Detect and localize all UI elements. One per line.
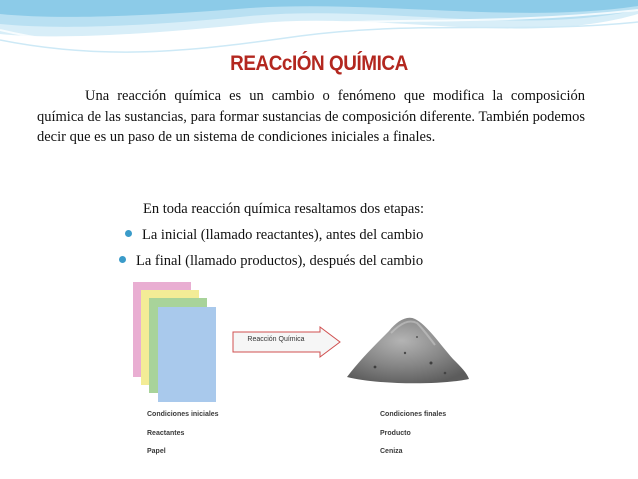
left-label-paper: Papel bbox=[147, 448, 166, 455]
paper-sheet-blue bbox=[158, 307, 216, 402]
ash-pile-image bbox=[345, 303, 470, 385]
stages-intro: En toda reacción química resaltamos dos etapas: bbox=[143, 201, 425, 217]
reaction-figure bbox=[125, 278, 490, 464]
list-item bbox=[125, 227, 423, 244]
left-label-reactants: Reactantes bbox=[147, 430, 185, 437]
right-label-product: Producto bbox=[380, 430, 411, 437]
definition-paragraph: Una reacción química es un cambio o fenómeno que modifica la composición química de las sustancias, para formar sustancias de composición diferente. También podemos decir que es un paso de un sistema de condiciones iniciales a finales. bbox=[37, 88, 585, 145]
list-item-text: La inicial (llamado reactantes), antes del cambio bbox=[142, 227, 424, 243]
slide-title: REACcIÓN QUÍMICA bbox=[230, 52, 408, 75]
bullet-icon bbox=[125, 230, 132, 237]
list-item bbox=[119, 253, 423, 270]
left-label-conditions: Condiciones iniciales bbox=[147, 411, 219, 418]
right-label-ash: Ceniza bbox=[380, 448, 403, 455]
right-label-conditions: Condiciones finales bbox=[380, 411, 447, 418]
list-item-text: La final (llamado productos), después del cambio bbox=[136, 253, 424, 269]
arrow-label: Reacción Química bbox=[247, 336, 305, 343]
bullet-icon bbox=[119, 256, 126, 263]
reaction-arrow bbox=[232, 326, 342, 358]
